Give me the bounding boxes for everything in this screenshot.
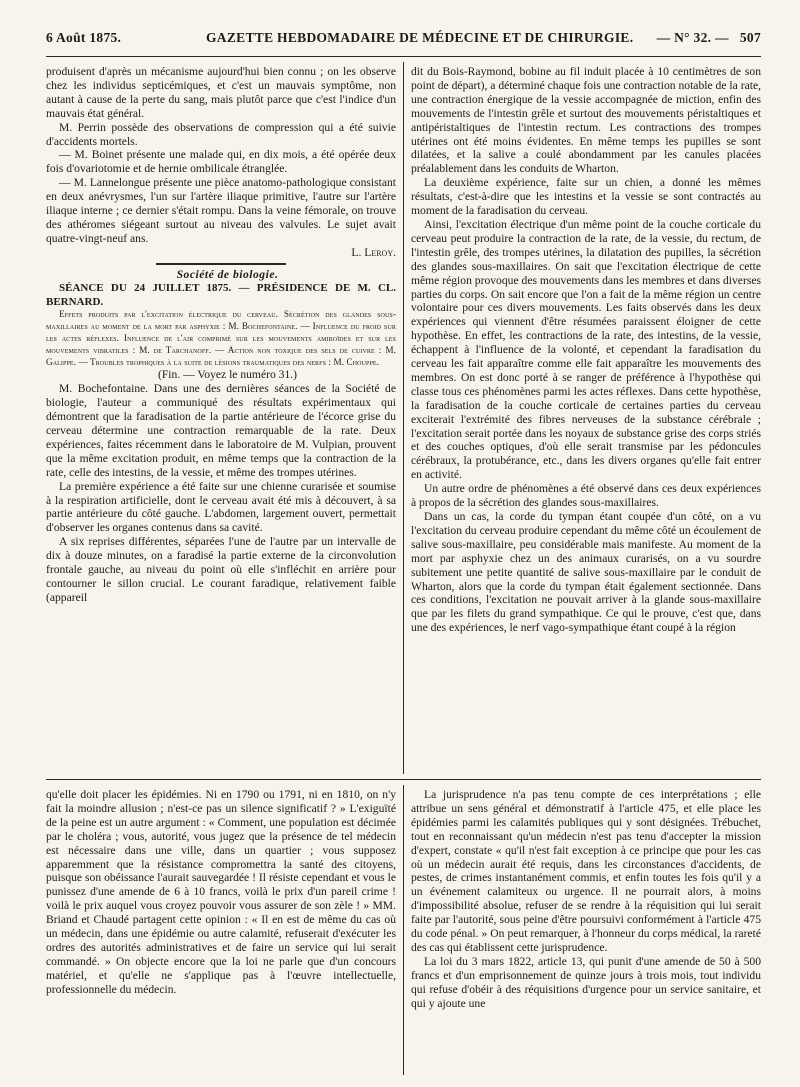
session-heading: SÉANCE DU 24 JUILLET 1875. — PRÉSIDENCE DE M. CL. BERNARD. — [46, 281, 396, 308]
continuation-note: (Fin. — Voyez le numéro 31.) — [158, 368, 297, 382]
mid-page-rule — [46, 779, 761, 780]
paragraph: La deuxième expérience, faite sur un chien, a donné les mêmes résultats, c'est-à-dire que les intestins et la vessie se sont contractés au moment de la faradisation du cerveau. — [411, 176, 761, 218]
paragraph: produisent d'après un mécanisme aujourd'hui bien connu ; on les observe chez les individus septicémiques, et c'est un mauvais symptôme, non autant à cause de la perte du sang, mais plutôt parce que c'est l'indice d'un mauvais état général. — [46, 65, 396, 120]
paragraph: La jurisprudence n'a pas tenu compte de ces interprétations ; elle attribue un sens général et démonstratif à l'article 475, et elle place les épidémies parmi les calamités publiques qui y sont désignées. Trébuchet, tout en reconnaissant qu'un médecin n'est pas tenu d'accepter la mission d'expert, constate « qu'il n'est fait exception à ce principe que pour les cas où un médecin aurait été requis, dans les circonstances d'accidents, de pestes, de crimes instantanément commis, et enfin toutes les fois qu'il y a un événement calamiteux ou urgence. Il ne pourrait alors, à moins d'impossibilité absolue, refuser de se rendre à la réquisition qui lui serait faite par l'autorité, sous peine d'être poursuivi conformément à l'article 475 du code pénal. » On peut remarquer, à l'honneur du corps médical, la rareté des cas qui établissent cette jurisprudence. — [411, 788, 761, 954]
paragraph: A six reprises différentes, séparées l'une de l'autre par un intervalle de dix à douze minutes, on a faradisé la partie externe de la circonvolution frontale gauche, au niveau du point où elle s'infléchit en arrière pour contourner le sillon crucial. Le courant faradique, relativement faible (appareil — [46, 535, 396, 604]
column-right-bottom — [411, 788, 761, 1073]
issue-number: — N° 32. — — [656, 30, 729, 45]
header-rule — [46, 56, 761, 57]
column-left-top — [46, 65, 396, 773]
paragraph: M. Perrin possède des observations de compression qui a été suivie d'accidents mortels. — [46, 120, 396, 148]
paragraph: qu'elle doit placer les épidémies. Ni en 1790 ou 1791, ni en 1810, on n'y fait la moindre allusion ; n'est-ce pas un silence significatif ? » L'exiguïté de la peine est un autre argument : « Comment, une population est décimée par le choléra ; vous, autorité, vous jugez que la présence de tel médecin est nécessaire dans une ville, dans un quartier ; vous supposez apparemment que la résistance compromettra la santé des citoyens, puisque son obéissance l'aurait sauvegardée ! Il résiste cependant et vous le punissez d'une amende de 6 à 10 francs, voilà le prix d'un pareil crime ! voilà le prix auquel vous croyez pouvoir vous assurer de son zèle ! » MM. Briand et Chaudé partagent cette opinion : « Il en est de même du cas où un médecin, dans une épidémie ou autre calamité, refuserait d'exécuter les ordres des autorités administratives et de faire un service qui lui serait commandé. » On objecte encore que la loi ne parle que d'un concours matériel, et qu'elle ne s'applique pas à l'œuvre intellectuelle, professionnelle du médecin. — [46, 788, 396, 996]
paragraph: La loi du 3 mars 1822, article 13, qui punit d'une amende de 50 à 500 francs et d'un emprisonnement de quinze jours à trois mois, tout individu qui refuse d'obéir à des réquisitions d'urgence pour un service sanitaire, et qui y ajoute une — [411, 954, 761, 1010]
issue-date: 6 Août 1875. — [46, 30, 122, 45]
paragraph: dit du Bois-Raymond, bobine au fil induit placée à 10 centimètres de son point de départ), a déterminé chaque fois une contraction notable de la rate, une contraction énergique de la vessie accompagnée de miction, enfin des mouvements de l'intestin grêle et surtout des mouvements péristaltiques et antipéristaltiques de l'intestin rectum. Les contractions des trompes utérines ont été moins évidentes. En même temps les pupilles se sont dilatées, et la salive a coulé abondamment par les canules placées préalablement dans les conduits de Wharton. — [411, 65, 761, 176]
paragraph: Un autre ordre de phénomènes a été observé dans ces deux expériences à propos de la sécrétion des glandes sous-maxillaires. — [411, 482, 761, 510]
page-header — [46, 30, 761, 50]
journal-title: GAZETTE HEBDOMADAIRE DE MÉDECINE ET DE CHIRURGIE. — [206, 30, 634, 45]
issue-number-and-page — [657, 30, 761, 46]
column-divider-top — [403, 62, 404, 774]
session-summary: Effets produits par l'excitation électrique du cerveau. Sécrétion des glandes sous-maxillaires au moment de la mort par asphyxie : M. Bochefontaine. — Influence du froid sur les actes réflexes. Influence de l'air comprimé sur les mouvements amiboïdes et sur les mouvements vibratiles : M. de Tarchanoff. — Action non toxique des sels de cuivre : M. Galippe. — Troubles trophiques à la suite de lésions traumatiques des nerfs : M. Chouppe. — [46, 309, 396, 367]
paragraph: M. Bochefontaine. Dans une des dernières séances de la Société de biologie, l'auteur a communiqué des résultats expérimentaux qui démontrent que la faradisation de la partie antérieure de l'écorce grise du cerveau détermine une contraction remarquable de la rate. Deux expériences, faites récemment dans le laboratoire de M. Vulpian, prouvent que la même excitation produit, en même temps que la contraction de la rate, celle des intestins, de la vessie, et même des trompes utérines. — [46, 382, 396, 479]
paragraph: — M. Boinet présente une malade qui, en dix mois, a été opérée deux fois d'ovariotomie et de hernie ombilicale étranglée. — [46, 148, 396, 176]
paragraph: Ainsi, l'excitation électrique d'un même point de la couche corticale du cerveau peut produire la contraction de la rate, de la vessie, du rectum, de l'intestin grêle, des trompes utérines, la dilatation des pupilles, la sécrétion des glandes sous-maxillaires. On sait que l'excitation électrique de cette même région provoque des mouvements dans les membres et dans diverses parties du corps. On sait encore que l'on a fait de la même région un centre volontaire pour ces divers mouvements. Les faits observés dans les deux expériences qui viennent d'être résumées paraissent éloigner de cette hypothèse. En effet, les contractions de la rate, des intestins, de la vessie, échappent à l'influence de la volonté, et cependant la faradisation du cerveau les fait apparaître comme elle fait apparaître les mouvements des membres. On est donc porté à se ranger de préférence à l'hypothèse qui classe tous ces phénomènes parmi les actes réflexes. Dans cette hypothèse, la faradisation de la couche corticale de certaines parties du cerveau exciterait l'extrémité des fibres nerveuses de la substance cérébrale ; l'excitation serait portée dans les noyaux de substance grise des corps striés et des couches optiques, d'où elle serait transmise par les pédoncules cérébraux, la protubérance, etc., dans les divers organes qu'elle fait entrer en activité. — [411, 217, 761, 482]
column-right-top — [411, 65, 761, 773]
column-left-bottom — [46, 788, 396, 1073]
paragraph: Dans un cas, la corde du tympan étant coupée d'un côté, on a vu l'excitation du cerveau produire cependant du même côté un écoulement de salive sous-maxillaire, peu considérable mais manifeste. Au moment de la mort par asphyxie chez un des animaux curarisés, on a vu sourdre subitement une petite quantité de salive sous-maxillaire par le conduit de Wharton, alors que la corde du tympan était également sectionnée. Dans ces conditions, l'excitation ne pouvait arriver à la glande sous-maxillaire que par les filets du grand sympathique. Ce qui le prouve, c'est que, dans une des expériences, le nerf vago-sympathique étant coupé à la région — [411, 510, 761, 635]
section-separator — [156, 263, 286, 265]
column-divider-bottom — [403, 785, 404, 1075]
page-number: 507 — [739, 30, 761, 45]
paragraph: — M. Lannelongue présente une pièce anatomo-pathologique consistant en deux anévrysmes, l'un sur l'artère iliaque primitive, l'autre sur l'artère iliaque interne ; ce dernier s'était rompu. Dans la veine fémorale, on trouve des athéromes siégeant surtout au niveau des valvules. Le sujet avait quatre-vingt-neuf ans. — [46, 176, 396, 245]
paragraph: La première expérience a été faite sur une chienne curarisée et soumise à la respiration artificielle, dont le cerveau avait été mis à découvert, à sa partie antérieure du côté gauche. L'abdomen, largement ouvert, permettait d'observer les organes contenus dans sa cavité. — [46, 479, 396, 535]
section-title: Société de biologie. — [176, 267, 279, 281]
author-signature: L. Leroy. — [351, 245, 396, 259]
